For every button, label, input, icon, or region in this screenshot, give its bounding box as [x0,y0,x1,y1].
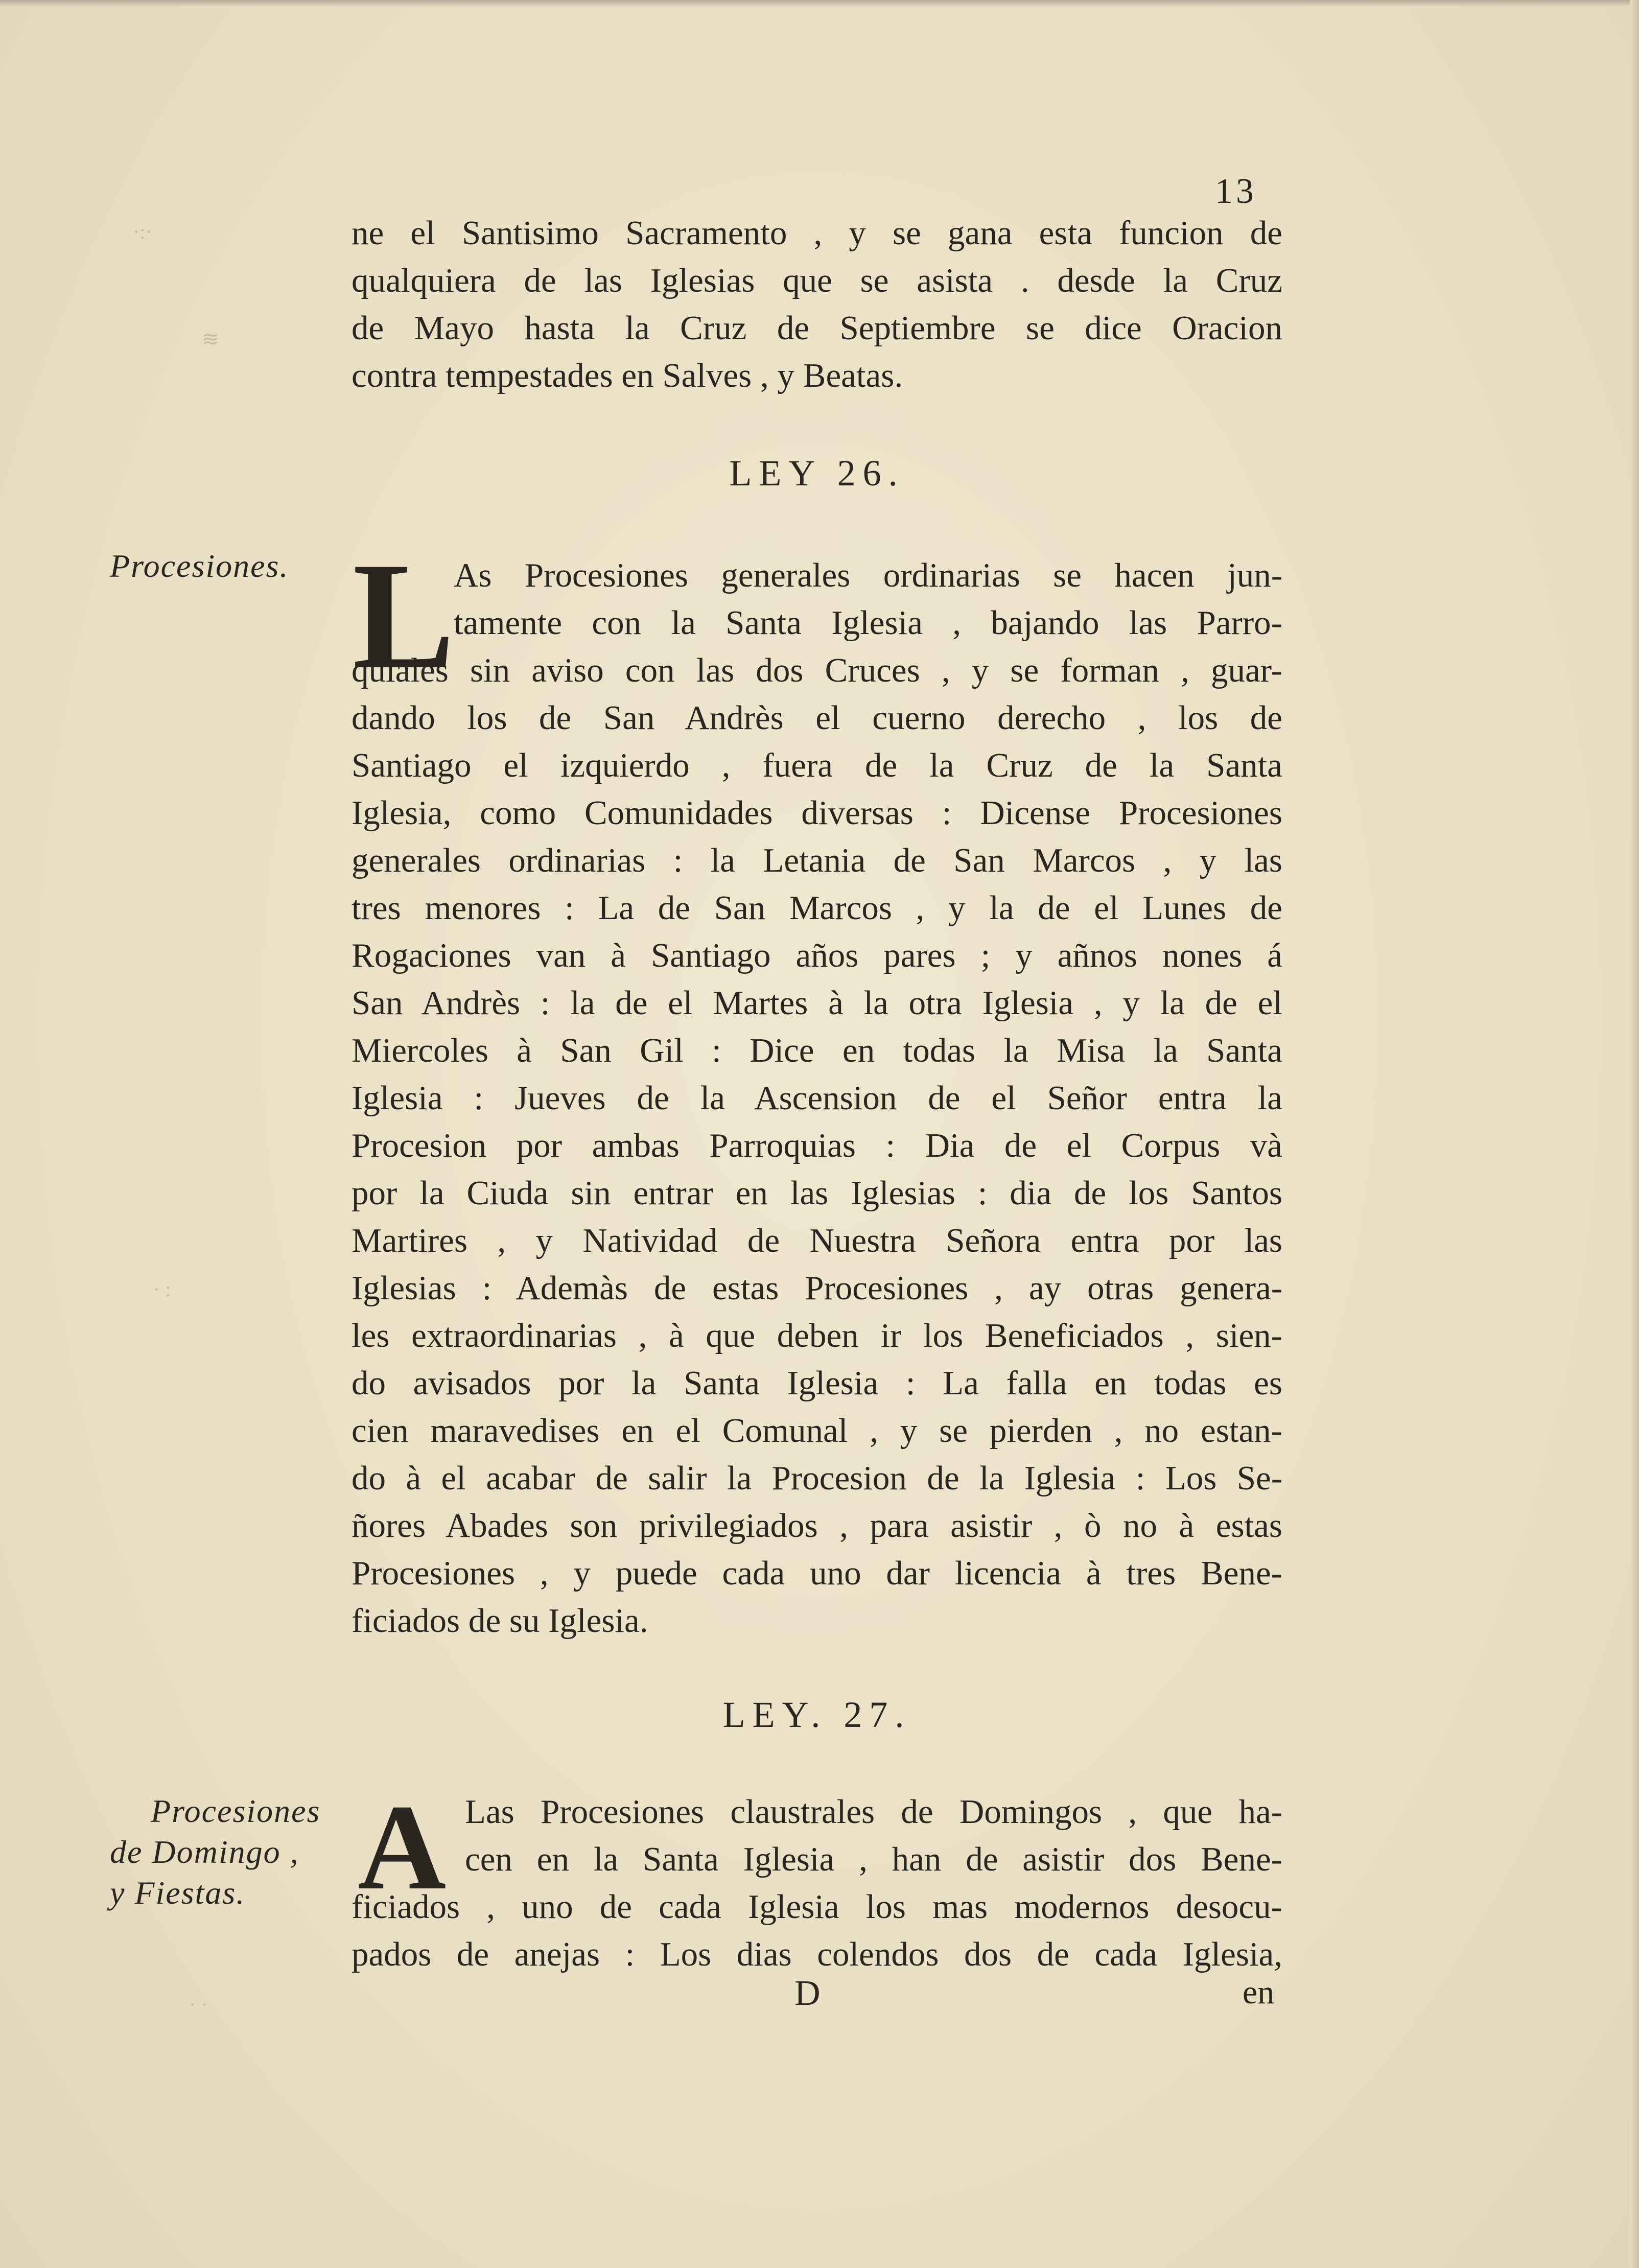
text-line: Miercoles à San Gil : Dice en todas la Misa la Santa [352,1032,1282,1069]
law-heading-27: LEY. 27. [722,1694,911,1735]
text-line: do à el acabar de salir la Procesion de la Iglesia : Los Se- [352,1459,1282,1497]
text-line: cien maravedises en el Comunal , y se pierden , no estan- [352,1412,1282,1449]
margin-note-procesiones-domingo [110,1791,335,1913]
margin-note-line: de Domingo , [110,1834,299,1870]
text-line: tres menores : La de San Marcos , y la de el Lunes de [352,889,1282,927]
law-heading-26: LEY 26. [729,453,905,494]
text-line: Procesion por ambas Parroquias : Dia de el Corpus và [352,1127,1282,1164]
text-line: dando los de San Andrès el cuerno derecho , los de [352,699,1282,737]
law-27-paragraph [352,1883,1282,1978]
text-line: As Procesiones generales ordinarias se hacen jun- [454,556,1282,594]
margin-smudge: ·:· [133,220,152,243]
drop-cap-l: L [353,531,455,700]
margin-note-line: Procesiones [151,1793,321,1829]
text-line: cen en la Santa Iglesia , han de asistir dos Bene- [465,1840,1282,1878]
text-line: ficiados , uno de cada Iglesia los mas modernos desocu- [352,1888,1282,1926]
continuation-paragraph [352,209,1282,400]
text-line: Iglesias : Ademàs de estas Procesiones , ay otras genera- [352,1269,1282,1307]
text-line: pados de anejas : Los dias colendos dos de cada Iglesia, [352,1935,1282,1973]
text-line: Iglesia : Jueves de la Ascension de el Señor entra la [352,1079,1282,1117]
text-line: ñores Abades son privilegiados , para asistir , ò no à estas [352,1507,1282,1545]
text-line: Iglesia, como Comunidades diversas : Dicense Procesiones [352,794,1282,832]
text-line: generales ordinarias : la Letania de San Marcos , y las [352,841,1282,879]
text-line: contra tempestades en Salves , y Beatas. [352,357,903,394]
page-right-edge [1630,0,1639,2268]
text-line: ficiados de su Iglesia. [352,1602,648,1640]
text-line: San Andrès : la de el Martes à la otra Iglesia , y la de el [352,984,1282,1022]
text-line: de Mayo hasta la Cruz de Septiembre se dice Oracion [352,309,1282,347]
drop-cap-a: A [358,1779,447,1915]
margin-smudge: ≋ [202,328,219,350]
text-line: Procesiones , y puede cada uno dar licencia à tres Bene- [352,1554,1282,1592]
text-line: Las Procesiones claustrales de Domingos , que ha- [465,1793,1282,1831]
text-line: Martires , y Natividad de Nuestra Señora entra por las [352,1222,1282,1259]
text-line: ne el Santisimo Sacramento , y se gana esta funcion de [352,214,1282,252]
text-line: Santiago el izquierdo , fuera de la Cruz de la Santa [352,746,1282,784]
catchword: en [1243,1974,1275,2011]
text-line: quiales sin aviso con las dos Cruces , y se forman , guar- [352,651,1282,689]
text-line: do avisados por la Santa Iglesia : La falla en todas es [352,1364,1282,1402]
signature-mark: D [794,1974,821,2013]
text-line: por la Ciuda sin entrar en las Iglesias : dia de los Santos [352,1174,1282,1212]
law-26-opening [454,552,1282,647]
text-line: tamente con la Santa Iglesia , bajando las Parro- [454,604,1282,642]
margin-note-procesiones: Procesiones. [110,548,289,584]
margin-smudge: · : [153,1278,171,1301]
text-line: Rogaciones van à Santiago años pares ; y añnos nones á [352,937,1282,974]
text-line: qualquiera de las Iglesias que se asista . desde la Cruz [352,262,1282,299]
margin-smudge: · · [189,1993,208,2016]
page-top-edge [0,0,1639,7]
margin-note-line: y Fiestas. [110,1875,246,1911]
text-line: les extraordinarias , à que deben ir los Beneficiados , sien- [352,1317,1282,1354]
law-27-opening [465,1788,1282,1883]
page-number: 13 [1215,172,1257,211]
law-26-paragraph [352,647,1282,1645]
